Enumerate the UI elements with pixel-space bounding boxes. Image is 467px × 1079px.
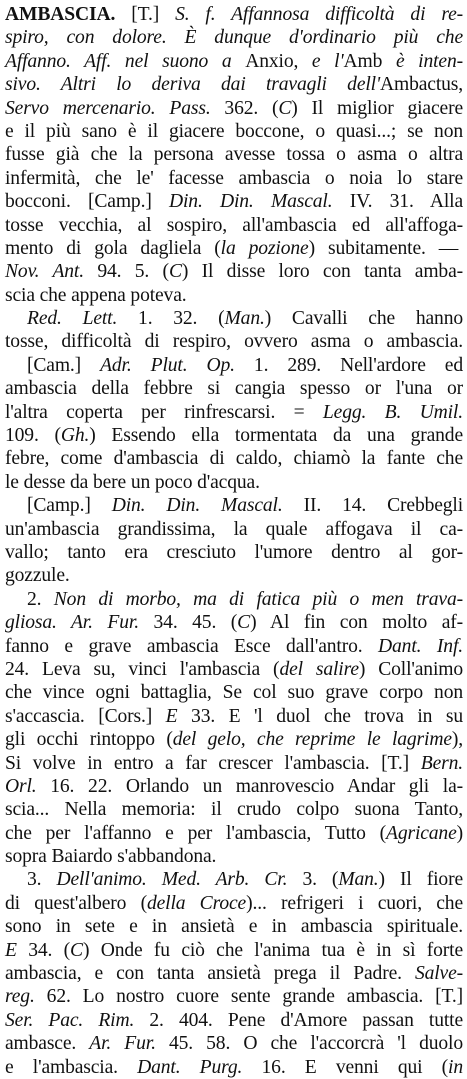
text-line [5, 962, 463, 985]
text-line [5, 50, 463, 73]
text-line [5, 167, 463, 190]
text-segment: spiro, con dolore. È dunque d'ordinario più che [5, 27, 463, 49]
text-segment: ambascia, e con tanta ansietà prega il Padre. [5, 963, 415, 985]
text-segment: ) Il fiore [378, 869, 463, 891]
text-line [5, 868, 463, 891]
text-segment: 45. 58. O che l'accorcrà 'l duolo [155, 1033, 463, 1055]
text-segment: di quest'albero ( [5, 892, 147, 914]
text-line [5, 915, 463, 938]
text-segment: un'ambascia grandissima, la quale affogava il ca- [5, 518, 463, 540]
text-line [5, 518, 463, 541]
text-line [5, 97, 463, 120]
text-segment: ) Al fin con molto af- [250, 612, 463, 634]
text-segment: infermità, che le' facesse ambascia o noia lo stare [5, 167, 463, 189]
text-line [5, 939, 463, 962]
text-segment: mento di gola dagliela ( [5, 237, 221, 259]
text-segment: s'accascia. [Cors.] [5, 705, 166, 727]
text-line [5, 190, 463, 213]
text-segment: fusse già che la persona avesse tossa o asma o altra [5, 144, 463, 166]
text-line [5, 3, 463, 26]
text-line [5, 447, 463, 470]
text-segment: Din. Din. Mascal. [169, 191, 333, 213]
text-segment: ), [451, 729, 463, 751]
text-segment: Non di morbo, ma di fatica più o men trava- [53, 588, 463, 610]
text-segment: sopra Baiardo s'abbandona. [5, 846, 217, 868]
text-segment: 3. [27, 869, 57, 891]
text-segment: ) [456, 822, 463, 844]
text-line [5, 330, 463, 353]
text-line [5, 284, 463, 307]
text-segment: ambascia della febbre si cangia spesso or l'una or [5, 378, 463, 400]
text-segment: Adr. Plut. Op. [100, 354, 235, 376]
text-segment: II. 14. Crebbegli [282, 495, 464, 517]
text-segment: E [5, 939, 17, 961]
text-segment: 109. ( [5, 425, 61, 447]
text-segment: bocconi. [Camp.] [5, 191, 169, 213]
text-line [5, 471, 463, 494]
text-segment: che vince ogni battaglia, Se col suo grave corpo non [5, 682, 463, 704]
text-segment: )... refrigeri i cuori, che [246, 892, 464, 914]
text-line [5, 752, 463, 775]
text-segment: la pozione [220, 237, 309, 259]
text-segment: le desse da bere un poco d'acqua. [5, 471, 260, 493]
text-segment: 16. 22. Orlando un manrovescio Andar gli la- [36, 775, 463, 797]
text-segment: 34. ( [16, 939, 71, 961]
text-segment: ) Il miglior giacere [291, 97, 463, 119]
text-segment: 1. 32. ( [117, 308, 225, 330]
text-segment: l'altra coperta per rinfrescarsi. = [5, 401, 323, 423]
text-line [5, 1056, 463, 1079]
text-segment: Agricane [386, 822, 457, 844]
text-segment: scia... Nella memoria: il crudo colpo suona Tanto, [5, 799, 463, 821]
text-segment: C [168, 261, 182, 283]
text-line [5, 401, 463, 424]
text-segment: Gh. [60, 425, 90, 447]
text-segment: 24. Leva su, vinci l'ambascia ( [5, 658, 280, 680]
text-segment: vallo; tanto era cresciuto l'umore dentro al gor- [5, 541, 463, 563]
text-segment: Orl. [5, 775, 37, 797]
text-segment: Red. Lett. [27, 308, 118, 330]
text-line [5, 564, 463, 587]
text-line [5, 237, 463, 260]
text-line [5, 73, 463, 96]
text-segment: in [448, 1056, 463, 1078]
text-segment: Ar. Fur. [89, 1033, 156, 1055]
text-line [5, 307, 463, 330]
text-segment: ) subitamente. — [308, 237, 463, 259]
text-segment: C [70, 939, 83, 961]
text-segment: S. f. Affannosa difficoltà di re- [175, 4, 464, 25]
text-segment: Amb [343, 50, 396, 72]
text-line [5, 26, 463, 49]
text-segment: ambasce. [5, 1033, 90, 1055]
text-segment: ) Coll'animo [358, 658, 463, 680]
text-segment: Servo mercenario. Pass. [5, 97, 211, 119]
text-line [5, 845, 463, 868]
text-line [5, 354, 463, 377]
text-segment: gozzule. [5, 565, 70, 587]
text-line [5, 143, 463, 166]
text-segment: Salve- [414, 963, 463, 985]
text-line [5, 658, 463, 681]
text-segment: sono in sete e in ansietà e in ambascia spirituale. [5, 916, 463, 938]
text-segment: 1. 289. Nell'ardore ed [234, 354, 463, 376]
text-segment: tosse, difficoltà di respiro, ovvero asma o ambascia. [5, 331, 463, 353]
text-line [5, 588, 463, 611]
text-line [5, 494, 463, 517]
text-segment: sivo. Altri lo deriva dai travagli dell' [5, 74, 380, 96]
text-segment: Bern. [420, 752, 463, 774]
text-segment: Dant. Inf. [378, 635, 463, 657]
text-segment: Nov. Ant. [5, 261, 84, 283]
text-segment: tosse vecchia, al sospiro, all'ambascia ed all'affoga- [5, 214, 463, 236]
text-segment: del salire [279, 658, 359, 680]
text-segment: Man. [224, 308, 265, 330]
text-segment: e il più sano è il giacere boccone, o quasi...; se non [5, 120, 463, 142]
text-segment: gliosa. Ar. Fur. [5, 612, 139, 634]
text-line [5, 424, 463, 447]
text-line [5, 728, 463, 751]
text-segment: Si volve in entro a far crescer l'ambascia. [T.] [5, 752, 421, 774]
text-segment: ) Onde fu ciò che l'anima tua è in sì forte [82, 939, 463, 961]
text-segment: IV. 31. Alla [332, 191, 464, 213]
text-segment: ) Cavalli che hanno [264, 308, 463, 330]
text-line [5, 541, 463, 564]
dictionary-entry [5, 3, 463, 1079]
text-segment: [Cam.] [27, 354, 101, 376]
text-segment: Man. [338, 869, 379, 891]
text-segment: Dell'animo. Med. Arb. Cr. [56, 869, 288, 891]
text-segment: C [278, 97, 292, 119]
text-segment: è inten- [395, 50, 463, 72]
text-segment: Ambactus, [380, 74, 463, 96]
text-segment: Ser. Pac. Rim. [5, 1009, 135, 1031]
text-line [5, 892, 463, 915]
text-segment: [T.] [115, 4, 176, 25]
text-line [5, 214, 463, 237]
text-segment: Din. Din. Mascal. [111, 495, 283, 517]
text-segment: 34. 45. ( [138, 612, 238, 634]
text-segment: 2. [27, 588, 54, 610]
text-segment: [Camp.] [27, 495, 112, 517]
text-line [5, 822, 463, 845]
text-segment: 3. ( [287, 869, 339, 891]
text-segment: e l'ambascia. [5, 1056, 138, 1078]
text-segment: C [237, 612, 251, 634]
text-segment: 33. E 'l duol che trova in su [177, 705, 463, 727]
text-segment: 62. Lo nostro cuore sente grande ambascia. [T.] [34, 986, 463, 1008]
text-segment: scia che appena poteva. [5, 284, 187, 306]
text-segment: Affanno. Aff. nel suono a [5, 50, 246, 72]
text-line [5, 635, 463, 658]
text-segment: Legg. B. Umil. [322, 401, 463, 423]
text-line [5, 798, 463, 821]
text-line [5, 1009, 463, 1032]
text-segment: AMBASCIA. [5, 4, 116, 25]
text-segment: della Croce [146, 892, 247, 914]
text-segment: gli occhi rintoppo ( [5, 729, 173, 751]
text-line [5, 120, 463, 143]
text-segment: Dant. Purg. [137, 1056, 243, 1078]
text-line [5, 681, 463, 704]
text-line [5, 775, 463, 798]
text-segment: 2. 404. Pene d'Amore passan tutte [134, 1009, 463, 1031]
text-segment: del gelo, che reprime le lagrime [172, 729, 452, 751]
text-line [5, 985, 463, 1008]
text-line [5, 705, 463, 728]
text-segment: ) Il disse loro con tanta amba- [181, 261, 464, 283]
text-line [5, 377, 463, 400]
text-segment: 362. ( [210, 97, 279, 119]
text-segment: febre, come d'ambascia di caldo, chiamò la fante che [5, 448, 463, 470]
text-segment: 16. E venni qui ( [242, 1056, 449, 1078]
text-segment: e l' [311, 50, 344, 72]
text-line [5, 260, 463, 283]
text-segment: che per l'affanno e per l'ambascia, Tutto ( [5, 822, 386, 844]
text-segment: ) Essendo ella tormentata da una grande [89, 425, 464, 447]
text-segment: Anxio, [245, 50, 312, 72]
text-segment: fanno e grave ambascia Esce dall'antro. [5, 635, 379, 657]
text-segment: reg. [5, 986, 35, 1008]
text-line [5, 611, 463, 634]
text-segment: 94. 5. ( [83, 261, 169, 283]
text-segment: E [165, 705, 178, 727]
text-line [5, 1032, 463, 1055]
